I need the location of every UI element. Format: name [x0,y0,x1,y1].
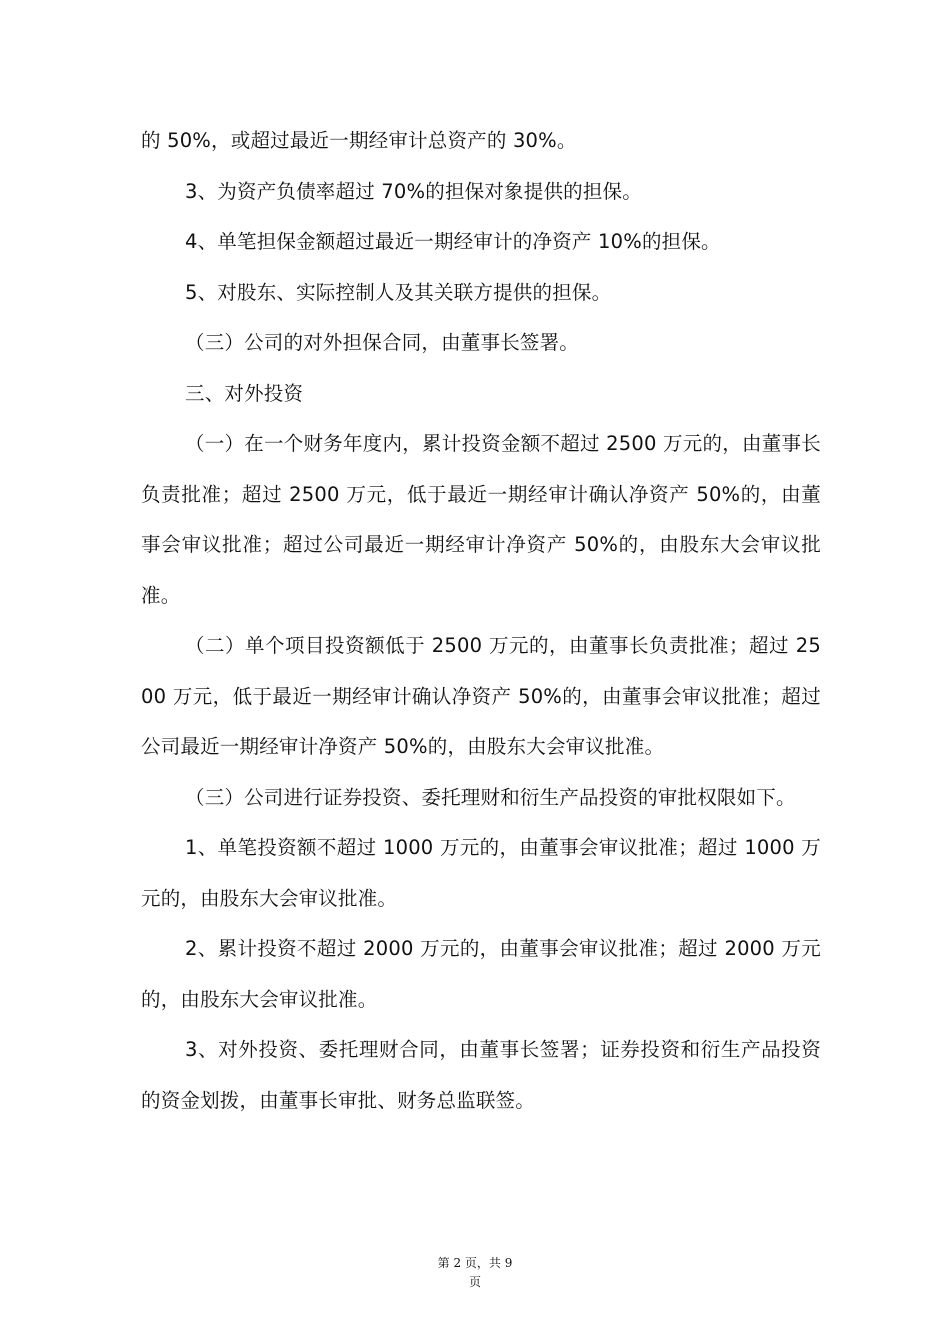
paragraph-continuation: 的 50%，或超过最近一期经审计总资产的 30%。 [141,129,577,152]
paragraph-securities-item-3: 3、对外投资、委托理财合同，由董事长签署；证券投资和衍生产品投资的资金划拨，由董事长审批、财务总监联签。 [141,1038,821,1112]
paragraph-investment-3: （三）公司进行证券投资、委托理财和衍生产品投资的审批权限如下。 [185,785,796,809]
paragraph-investment-2: （二）单个项目投资额低于 2500 万元的，由董事长负责批准；超过 2500 万元，低于最近一期经审计确认净资产 50%的，由董事会审议批准；超过公司最近一期经审计净资产 50%的，由股东大会审议批准。 [141,634,821,758]
page-footer [0,1254,950,1292]
document-body [141,116,821,1126]
paragraph-guarantee-contract: （三）公司的对外担保合同，由董事长签署。 [185,331,580,354]
paragraph-securities-item-2: 2、累计投资不超过 2000 万元的，由董事会审议批准；超过 2000 万元的，由股东大会审议批准。 [141,937,821,1011]
paragraph-guarantee-item-4: 4、单笔担保金额超过最近一期经审计的净资产 10%的担保。 [185,230,721,253]
paragraph-investment-1: （一）在一个财务年度内，累计投资金额不超过 2500 万元的，由董事长负责批准；超过 2500 万元，低于最近一期经审计确认净资产 50%的，由董事会审议批准；超过公司最近一期经审计净资产 50%的，由股东大会审议批准。 [141,432,821,607]
paragraph-guarantee-item-3: 3、为资产负债率超过 70%的担保对象提供的担保。 [185,179,642,203]
paragraph-securities-item-1: 1、单笔投资额不超过 1000 万元的，由董事会审议批准；超过 1000 万元的，由股东大会审议批准。 [141,836,821,910]
section-heading-external-investment: 三、对外投资 [185,381,304,405]
page-number-line-2: 页 [468,1275,481,1289]
page-number-line-1: 第 2 页，共 9 [437,1256,513,1270]
paragraph-guarantee-item-5: 5、对股东、实际控制人及其关联方提供的担保。 [185,280,612,304]
